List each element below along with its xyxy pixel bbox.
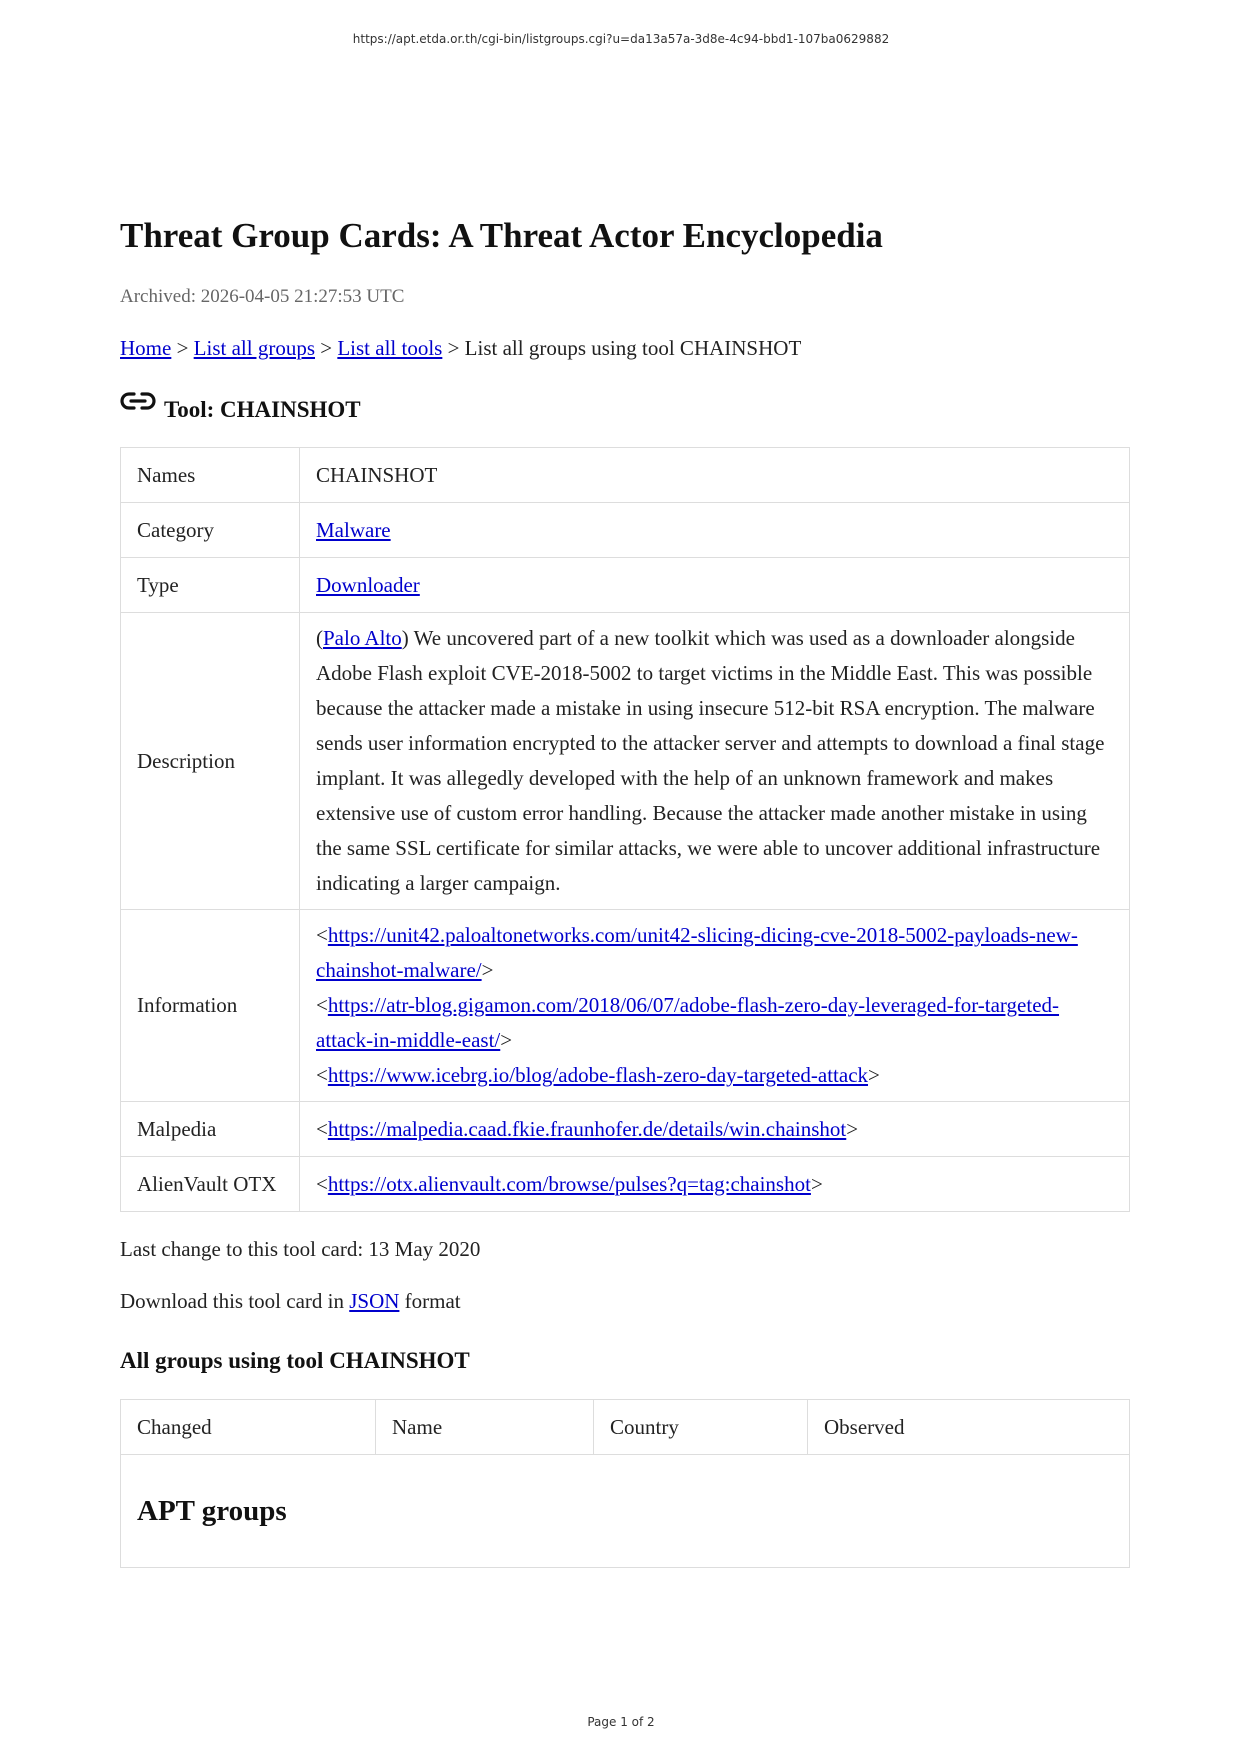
- information-entry: [316, 918, 1113, 988]
- information-entry: [316, 1058, 1113, 1093]
- category-link[interactable]: Malware: [316, 517, 391, 542]
- breadcrumb-separator: >: [176, 336, 189, 360]
- angle-close: >: [868, 1063, 880, 1087]
- angle-close: >: [810, 1171, 823, 1196]
- angle-open: <: [316, 1116, 328, 1141]
- description-paren: (: [316, 626, 323, 650]
- column-header-country: Country: [594, 1400, 808, 1455]
- groups-header-row: [121, 1400, 1130, 1455]
- last-change-text: Last change to this tool card: 13 May 2020: [120, 1237, 481, 1261]
- angle-close: >: [481, 958, 494, 982]
- print-url-header: https://apt.etda.or.th/cgi-bin/listgroups.cgi?u=da13a57a-3d8e-4c94-bbd1-107ba0629882: [352, 32, 890, 46]
- malpedia-label: Malpedia: [121, 1102, 300, 1157]
- malpedia-row: [121, 1102, 1130, 1157]
- description-row: [121, 613, 1130, 910]
- column-header-observed: Observed: [808, 1400, 1130, 1455]
- angle-open: <: [316, 1063, 328, 1087]
- apt-groups-section: APT groups: [121, 1455, 1130, 1568]
- information-link-3[interactable]: https://www.icebrg.io/blog/adobe-flash-zero-day-targeted-attack: [327, 1063, 869, 1087]
- groups-heading: All groups using tool CHAINSHOT: [120, 1348, 470, 1373]
- category-label: Category: [121, 503, 300, 558]
- information-row: [121, 910, 1130, 1102]
- breadcrumb-separator: >: [320, 336, 333, 360]
- information-entry: [316, 988, 1113, 1058]
- otx-value: [300, 1157, 1130, 1212]
- angle-open: <: [316, 923, 328, 947]
- description-text: ) We uncovered part of a new toolkit which was used as a downloader alongside Adobe Flash exploit CVE-2018-5002 to target victims in the Middle East. This was possible because the attacker made a mistake in using insecure 512-bit RSA encryption. The malware sends user information encrypted to the attacker server and attempts to download a final stage implant. It was allegedly developed with the help of an unknown framework and makes extensive use of custom error handling. Because the attacker made another mistake in using the same SSL certificate for similar attacks, we were able to uncover additional infrastructure indicating a larger campaign.: [316, 626, 1105, 895]
- names-row: [121, 448, 1130, 503]
- breadcrumb: [120, 333, 1130, 363]
- angle-open: <: [316, 993, 328, 1017]
- groups-table: [120, 1399, 1130, 1568]
- malpedia-value: [300, 1102, 1130, 1157]
- information-link-1[interactable]: https://unit42.paloaltonetworks.com/unit42-slicing-dicing-cve-2018-5002-payloads-new-chainshot-malware/: [316, 923, 1078, 982]
- download-text: [120, 1286, 1130, 1316]
- tool-heading-text: Tool: CHAINSHOT: [164, 397, 361, 422]
- otx-link[interactable]: https://otx.alienvault.com/browse/pulses?q=tag:chainshot: [327, 1171, 811, 1196]
- type-link[interactable]: Downloader: [316, 572, 420, 597]
- information-value: [300, 910, 1130, 1102]
- malpedia-link[interactable]: https://malpedia.caad.fkie.fraunhofer.de/details/win.chainshot: [327, 1116, 847, 1141]
- otx-label: AlienVault OTX: [121, 1157, 300, 1212]
- description-label: Description: [121, 613, 300, 910]
- angle-close: >: [846, 1116, 859, 1141]
- information-label: Information: [121, 910, 300, 1102]
- names-value: CHAINSHOT: [300, 448, 1130, 503]
- json-download-link[interactable]: JSON: [349, 1289, 400, 1313]
- main-content: [120, 212, 1130, 1568]
- archived-timestamp: Archived: 2026-04-05 21:27:53 UTC: [120, 286, 405, 307]
- angle-close: >: [500, 1028, 513, 1052]
- link-icon: [120, 389, 156, 413]
- download-prefix: Download this tool card in: [120, 1289, 344, 1313]
- description-value: [300, 613, 1130, 910]
- breadcrumb-list-tools-link[interactable]: List all tools: [337, 336, 443, 360]
- information-link-2[interactable]: https://atr-blog.gigamon.com/2018/06/07/adobe-flash-zero-day-leveraged-for-targeted-attack-in-middle-east/: [316, 993, 1060, 1052]
- page-number: Page 1 of 2: [587, 1715, 655, 1729]
- column-header-name: Name: [376, 1400, 594, 1455]
- page-title: Threat Group Cards: A Threat Actor Encyclopedia: [120, 216, 883, 255]
- tool-info-table: [120, 447, 1130, 1212]
- category-value: [300, 503, 1130, 558]
- otx-row: [121, 1157, 1130, 1212]
- breadcrumb-home-link[interactable]: Home: [120, 336, 172, 360]
- breadcrumb-list-groups-link[interactable]: List all groups: [193, 336, 315, 360]
- groups-section-row: [121, 1455, 1130, 1568]
- angle-open: <: [316, 1171, 328, 1196]
- type-value: [300, 558, 1130, 613]
- tool-heading: [120, 393, 1130, 427]
- column-header-changed: Changed: [121, 1400, 376, 1455]
- names-label: Names: [121, 448, 300, 503]
- breadcrumb-current: > List all groups using tool CHAINSHOT: [447, 336, 802, 360]
- category-row: [121, 503, 1130, 558]
- type-row: [121, 558, 1130, 613]
- description-source-link[interactable]: Palo Alto: [323, 626, 402, 650]
- type-label: Type: [121, 558, 300, 613]
- download-suffix: format: [404, 1289, 461, 1313]
